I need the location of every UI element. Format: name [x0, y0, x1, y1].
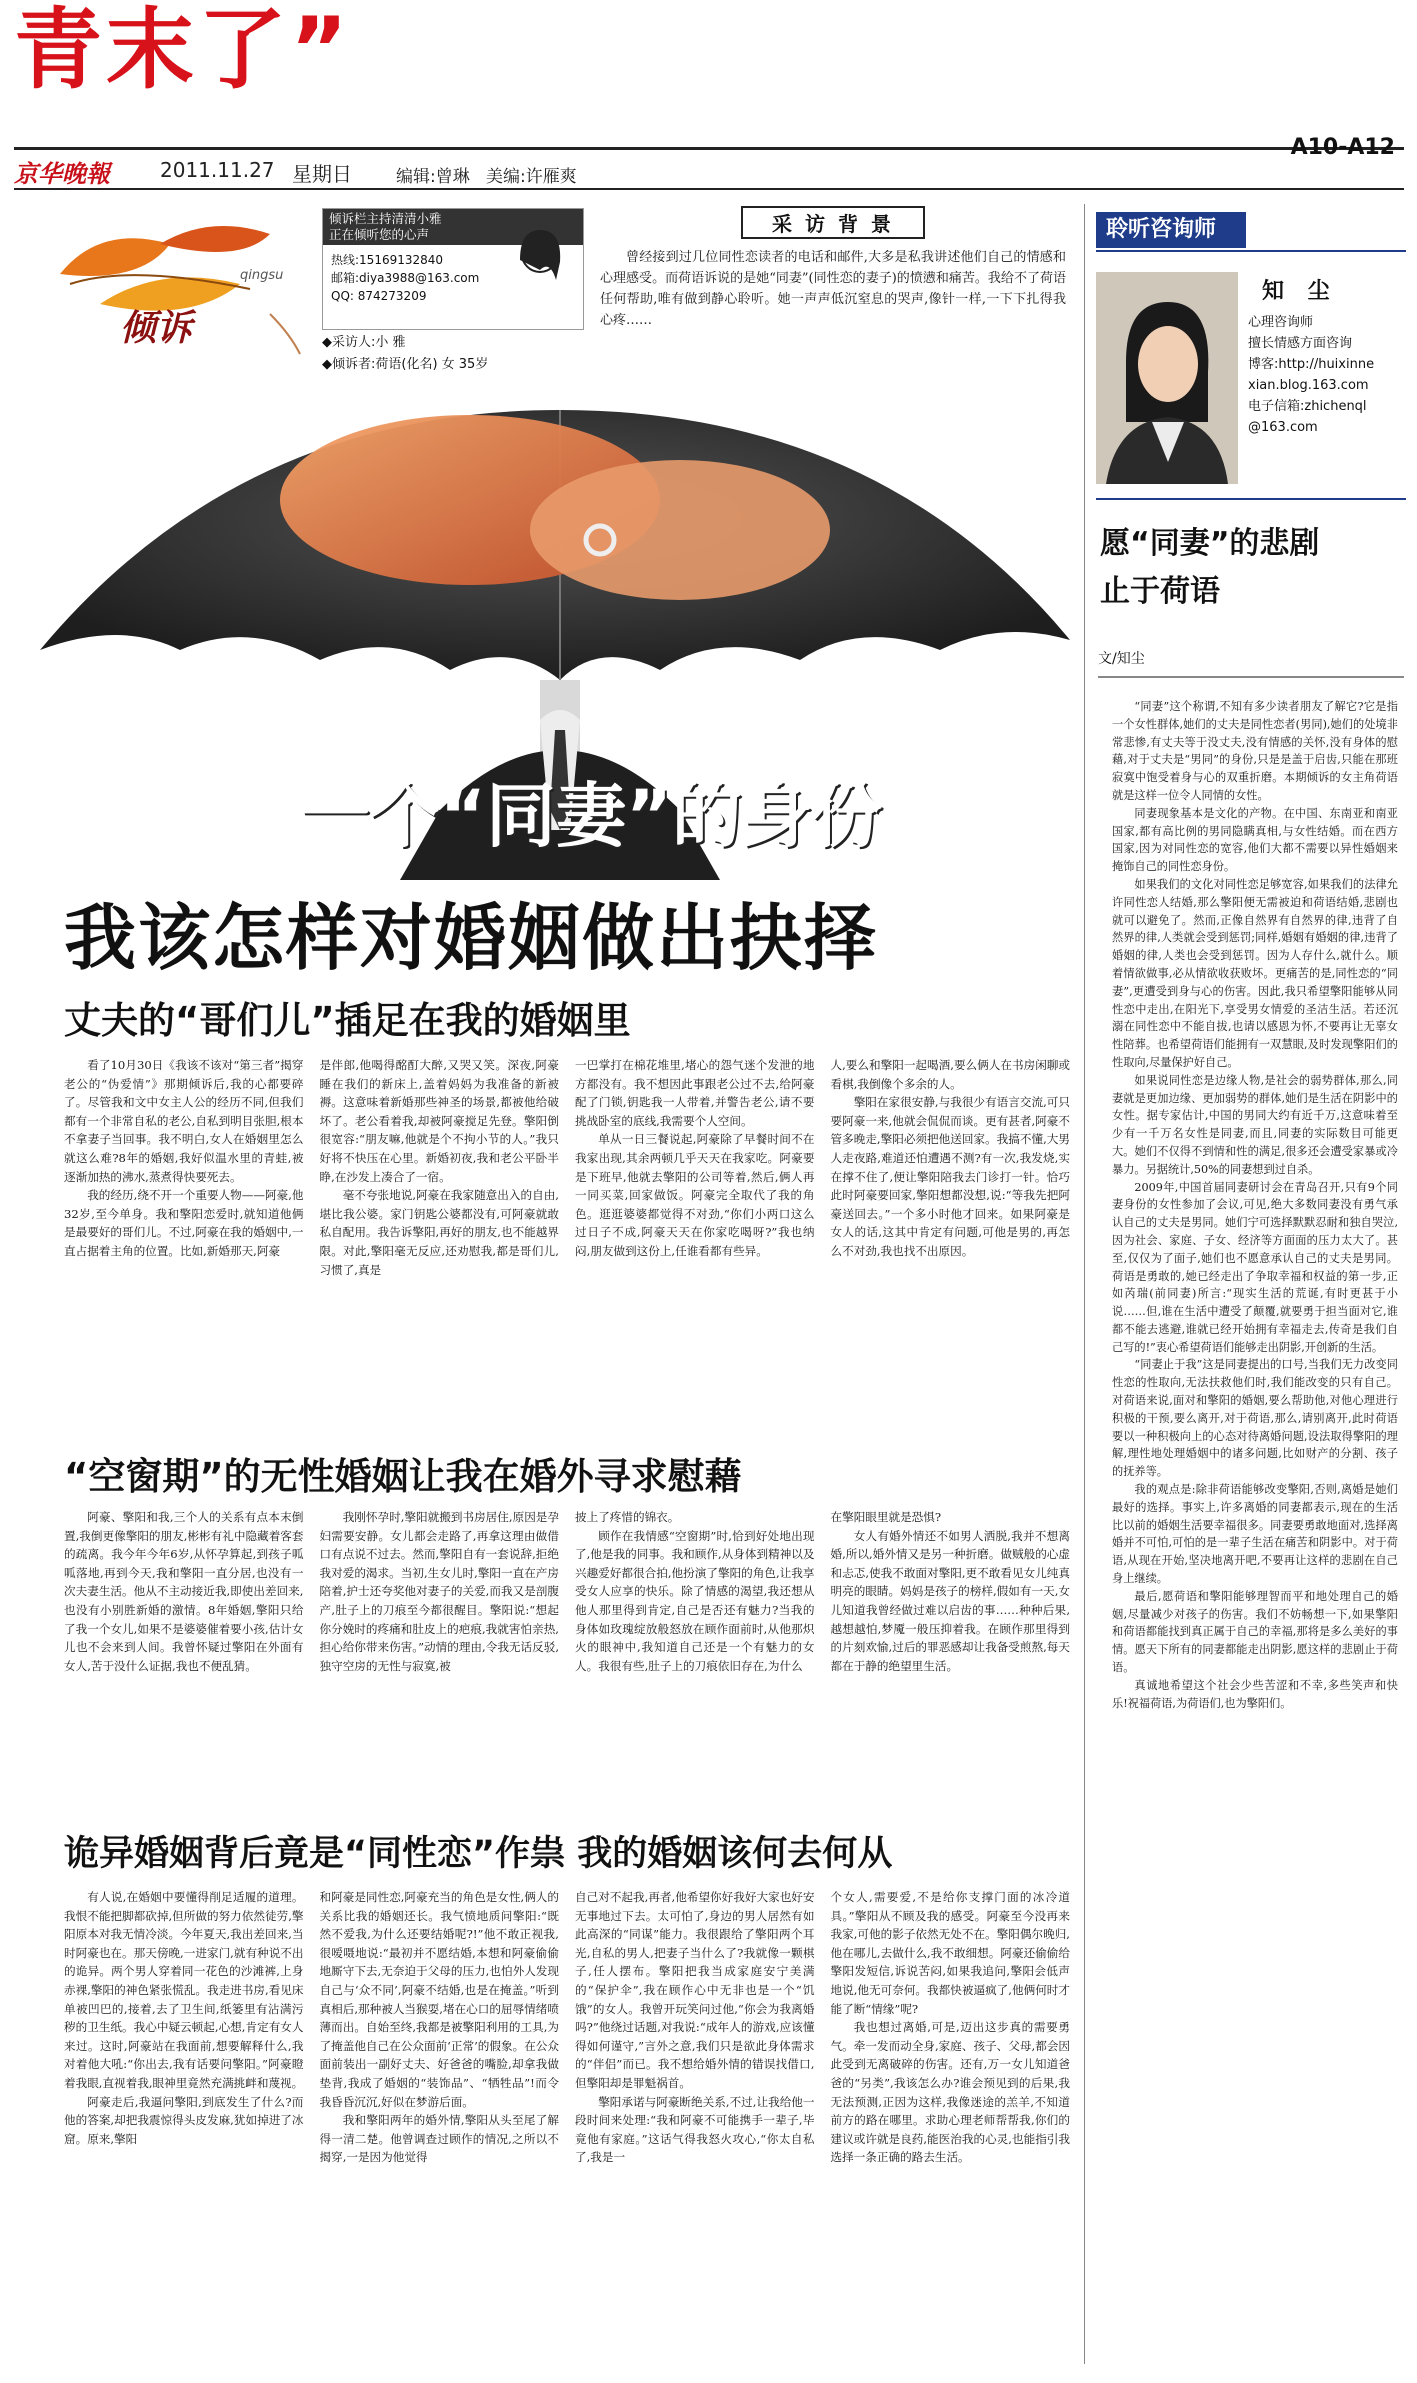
issue-date: 2011.11.27 [160, 158, 275, 182]
section3-col2: 和阿豪是同性恋,阿豪充当的角色是女性,俩人的关系比我的婚姻还长。我气愤地质问擎阳:“既然不爱我,为什么还要结婚呢?!”他不敢正视我,很嗳嗫地说:“最初并不愿结婚,本想和阿豪偷偷地厮守下去,无奈迫于父母的压力,也怕外人发现自己与‘众不同’,阿豪不结婚,也是在掩盖。”听到真相后,那种被人当猴耍,堵在心口的屈辱情绪喷薄而出。自始至终,我都是被擎阳利用的工具,为了掩盖他自己在公众面前‘正常’的假象。在公众面前装出一副好丈夫、好爸爸的嘴脸,却拿我做垫背,我成了婚姻的“装饰品”、“牺牲品”!而令我昏昏沉沉,好似在梦游后面。 我和擎阳两年的婚外情,擎阳从头至尾了解得一清二楚。他曾调查过顾作的情况,之所以不揭穿,一是因为他觉得 [319, 1890, 559, 2165]
background-text: 曾经接到过几位同性恋读者的电话和邮件,大多是私我讲述他们自己的情感和心理感受。而荷语诉说的是她“同妻”(同性恋的妻子)的愤懑和痛苦。我给不了荷语任何帮助,唯有做到静心聆听。她一声声低沉窒息的哭声,像针一样,一下下扎得我心疼…… [600, 250, 1066, 328]
consultant-blog: 博客:http://huixinne [1248, 357, 1375, 372]
section2-body [64, 1508, 1070, 1808]
section2-title: “空窗期”的无性婚姻让我在婚外寻求慰藉 [64, 1455, 742, 1498]
sidebar-rule-3 [1098, 676, 1404, 678]
consultant-blog-cont: xian.blog.163.com [1248, 378, 1369, 393]
interviewer: ◆采访人:小 雅 [322, 335, 406, 350]
consultant-role: 心理咨询师 [1248, 315, 1314, 330]
section1-title: 丈夫的“哥们儿”插足在我的婚姻里 [64, 999, 631, 1042]
headline-line2: 我该怎样对婚姻做出抉择 [64, 896, 879, 980]
qingsu-pinyin: qingsu [240, 268, 284, 283]
consultant-specialty: 擅长情感方面咨询 [1248, 336, 1353, 351]
consultant-email-cont: @163.com [1248, 420, 1318, 435]
consultant-photo [1096, 272, 1238, 484]
masthead-rule-bottom [14, 188, 1404, 190]
headline-line1: 一个“同妻”的身份 [300, 775, 883, 857]
speaker: ◆倾诉者:荷语(化名) 女 35岁 [322, 357, 489, 372]
hotline-email: 邮箱:diya3988@163.com [331, 271, 480, 285]
section1-col1: 看了10月30日《我该不该对“第三者”揭穿老公的“伪爱情”》那期倾诉后,我的心都要碎了。尽管我和文中女主人公的经历不同,但我们都有一个非常自私的老公,自私到明目张胆,根本不拿妻子当回事。我不明白,女人在婚姻里怎么就这么难?8年的婚姻,我好似温水里的青蛙,被逐渐加热的沸水,蒸煮得快要死去。 我的经历,绕不开一个重要人物——阿豪,他32岁,至今单身。我和擎阳恋爱时,就知道他俩是最要好的哥们儿。不过,阿豪在我的婚姻中,一直占据着主角的位置。比如,新婚那天,阿豪 [64, 1058, 304, 1258]
section1-col3: 一巴掌打在棉花堆里,堵心的怨气迷个发泄的地方都没有。我不想因此事跟老公过不去,给阿豪配了门锁,钥匙我一人带着,并警告老公,请不要挑战卧室的底线,我需要个人空间。 单从一日三餐说起,阿豪除了早餐时间不在我家出现,其余两顿几乎天天在我家吃。阿豪要是下班早,他就去擎阳的公司等着,然后,俩人再一同买菜,回家做饭。阿豪完全取代了我的角色。逛逛婆婆都觉得不对劲,“你们小两口这么过日子不成,阿豪天天在你家吃喝呀?”我也纳闷,朋友做到这份上,任谁看都有些异。 [575, 1058, 815, 1258]
hotline-qq: QQ: 874273209 [331, 289, 427, 303]
sidebar-rule-2 [1096, 498, 1406, 500]
consultant-article: “同妻”这个称谓,不知有多少读者朋友了解它?它是指一个女性群体,她们的丈夫是同性恋者(男同),她们的处境非常悲惨,有丈夫等于没丈夫,没有情感的关怀,没有身体的慰藉,对于丈夫是“男同”的身份,只是是盖于启齿,只能在那班寂寞中饱受着身与心的双重折磨。本期倾诉的女主角荷语就是这样一位令人同情的女性。 同妻现象基本是文化的产物。在中国、东南亚和南亚国家,都有高比例的男同隐瞒真相,与女性结婚。而在西方国家,因为对同性恋的宽容,他们大都不需要以异性婚姻来掩饰自己的同性恋身份。 如果我们的文化对同性恋足够宽容,如果我们的法律允许同性恋人结婚,那么擎阳便无需被迫和荷语结婚,悲剧也就可以避免了。然而,正像自然界有自然界的律,违背了自然界的律,人类就会受到惩罚;同样,婚姻有婚姻的律,违背了婚姻的律,人类也会受到惩罚。因为人存什么,就什么。顺着情欲做事,必从情欲收获败坏。更痛苦的是,同性恋的“同妻”,更遭受到身与心的伤害。因此,我只希望擎阳能够从同性恋中走出,在阳光下,享受男女情爱的圣洁生活。若还沉溺在同性恋中不能自拔,也请以感恩为怀,不要再让无辜女性陪葬。也希望荷语们能拥有一双慧眼,及时发现擎阳们的性取向,尽量保护好自己。 如果说同性恋是边缘人物,是社会的弱势群体,那么,同妻就是更加边缘、更加弱势的群体,她们是生活在阴影中的女性。据专家估计,中国的男同大约有近千万,这意味着至少有一千万名女性是同妻,而且,同妻的实际数目可能更大。她们不仅得不到情和性的满足,很多还会遭受家暴或冷暴力。另据统计,50%的同妻想到过自杀。 2009年,中国首届同妻研讨会在青岛召开,只有9个同妻身份的女性参加了会议,可见,绝大多数同妻没有勇气承认自己的丈夫是男同。她们宁可选择默默忍耐和独自哭泣,因为社会、家庭、子女、经济等方面面的压力太大了。甚至,仅仅为了面子,她们也不愿意承认自己的丈夫是男同。荷语是勇敢的,她已经走出了争取幸福和权益的第一步,正如芮瑞(前同妻)所言:“现实生活的荒诞,有时更甚于小说……但,谁在生活中遭受了颠覆,就要勇于担当面对它,谁都不能去逃避,谁就已经开始拥有幸福走去,传奇是我们自己写的!”衷心希望荷语们能够走出阴影,开创新的生活。 “同妻止于我”这是同妻提出的口号,当我们无力改变同性恋的性取向,无法扶救他们时,我们能改变的只有自己。对荷语来说,面对和擎阳的婚姻,要么帮助他,对他心理进行积极的干预,要么离开,对于荷语,那么,请别离开,此时荷语要以一种积极向上的心态对待离婚问题,设法取得擎阳的理解,理性地处理婚姻中的诸多问题,比如财产的分割、孩子的抚养等。 我的观点是:除非荷语能够改变擎阳,否则,离婚是她们最好的选择。事实上,许多离婚的同妻都表示,现在的生活比以前的婚姻生活要幸福很多。同妻要勇敢地面对,选择离婚并不可怕,可怕的是一辈子生活在痛苦和阴影中。对于荷语,从现在开始,坚决地离开吧,不要再让这样的悲剧在自己身上继续。 最后,愿荷语和擎阳能够理智而平和地处理自己的婚姻,尽量减少对孩子的伤害。我们不妨畅想一下,如果擎阳和荷语都能找到真正属于自己的幸福,那将是多么美好的事情。愿天下所有的同妻都能走出阴影,愿这样的悲剧止于荷语。 真诚地希望这个社会少些苦涩和不幸,多些笑声和快乐!祝福荷语,为荷语们,也为擎阳们。 [1112, 700, 1398, 1710]
section3-col3: 自己对不起我,再者,他希望你好我好大家也好安无事地过下去。太可怕了,身边的男人居然有如此高深的“同谋”能力。我很跟给了擎阳两个耳光,自私的男人,把妻子当什么了?我就像一颗棋子,任人摆布。擎阳把我当成家庭安宁美满的“保护伞”,我在顾作心中无非也是一个“饥饿”的女人。我曾开玩笑问过他,“你会为我离婚吗?”他绕过话题,对我说:“成年人的游戏,应该懂得如何谨守,”言外之意,我们只是欲此身体需求的“伴侣”而已。我不想给婚外情的错误找借口,但擎阳却是罪魁祸首。 擎阳承诺与阿豪断绝关系,不过,让我给他一段时间来处理:“我和阿豪不可能携手一辈子,毕竟他有家庭。”这话气得我怒火攻心,“你太自私了,我是一 [575, 1890, 815, 2165]
article-byline: 文/知尘 [1098, 651, 1145, 667]
qingsu-label: 倾诉 [120, 308, 193, 349]
issue-weekday: 星期日 [292, 162, 352, 186]
section2-col1: 阿豪、擎阳和我,三个人的关系有点本末倒置,我倒更像擎阳的朋友,彬彬有礼中隐藏着客套的疏离。我今年今年6岁,从怀孕算起,到孩子呱呱落地,再到今天,我和擎阳一直分居,也没有一次夫妻生活。他从不主动接近我,即使出差回来,也没有小别胜新婚的激情。8年婚姻,擎阳只给了我一个女儿,如果不是婆婆催着要小孩,估计女儿也不会来到人间。我曾怀疑过擎阳在外面有女人,苦于没什么证据,我也不便乱猜。 [64, 1510, 304, 1673]
section2-col4: 在擎阳眼里就是恐惧? 女人有婚外情还不如男人洒脱,我并不想离婚,所以,婚外情又是另一种折磨。做贼般的心虚和忐忑,使我不敢面对擎阳,更不敢看见女儿纯真明亮的眼睛。妈妈是孩子的榜样,假如有一天,女儿知道我曾经做过难以启齿的事……种种后果,越想越怕,梦魇一般压抑着我。在顾作那里得到的片刻欢愉,过后的罪恶感却让我备受煎熬,每天都在于静的绝望里生活。 [830, 1510, 1070, 1673]
section3-title: 诡异婚姻背后竟是“同性恋”作祟 我的婚姻该何去何从 [64, 1834, 893, 1874]
page-range: A10-A12 [1290, 135, 1395, 160]
article-title-line2: 止于荷语 [1100, 574, 1220, 609]
column-divider [1084, 204, 1085, 2364]
paper-name: 京华晚報 [14, 160, 110, 188]
background-label: 采 访 背 景 [741, 206, 925, 239]
editor-credit: 编辑:曾琳 [396, 167, 470, 187]
section3-body [64, 1888, 1070, 2362]
masthead-rule [14, 147, 1404, 150]
hotline-line2: 正在倾听您的心声 [329, 227, 430, 242]
woman-sketch-icon [510, 220, 570, 300]
consultant-column-title: 聆听咨询师 [1096, 212, 1246, 248]
section3-col4: 个女人,需要爱,不是给你支撑门面的冰冷道具。”擎阳从不顾及我的感受。阿豪至今没再来我家,可他的影子依然无处不在。擎阳偶尔晚归,他在哪儿,去做什么,我不敢细想。阿豪还偷偷给擎阳发短信,诉说苦闷,如果我追问,擎阳会低声地说,他无可奈何。我都快被逼疯了,他俩何时才能了断“情缘”呢? 我也想过离婚,可是,迈出这步真的需要勇气。牵一发而动全身,家庭、孩子、父母,都会因此受到无离破碎的伤害。还有,万一女儿知道爸爸的“另类”,我该怎么办?谁会预见到的后果,我无法预测,正因为这样,我像迷途的羔羊,不知道前方的路在哪里。求助心理老师帮帮我,你们的建议或许就是良药,能医治我的心灵,也能指引我选择一条正确的路去生活。 [830, 1890, 1070, 2165]
section1-col4: 人,要么和擎阳一起喝酒,要么俩人在书房闲聊或看棋,我倒像个多余的人。 擎阳在家很安静,与我很少有语言交流,可只要阿豪一来,他就会侃侃而谈。更有甚者,阿豪不管多晚走,擎阳必须把他送回家。我搞不懂,大男人走夜路,难道还怕遭遇不测?有一次,我发烧,实在撑不住了,便让擎阳陪我去门诊打一针。恰巧此时阿豪要回家,擎阳想都没想,说:“等我先把阿豪送回去。”一个多小时他才回来。如果阿豪是女人的话,这其中肯定有问题,可他是男的,再怎么不对劲,我也找不出原因。 [830, 1058, 1070, 1258]
section-title: 青末了” [14, 0, 352, 101]
article-title [1100, 520, 1319, 616]
article-title-line1: 愿“同妻”的悲剧 [1100, 526, 1320, 561]
section2-col3: 披上了疼惜的锦衣。 顾作在我情感“空窗期”时,恰到好处地出现了,他是我的同事。我和顾作,从身体到精神以及兴趣爱好都很合拍,他扮演了擎阳的角色,让我享受女人应享的快乐。除了情感的渴望,我还想从他人那里得到肯定,自己是否还有魅力?当我的身体如玫瑰绽放般怒放在顾作面前时,从他那炽火的眼神中,我知道自己还是一个有魅力的女人。我很有些,肚子上的刀痕依旧存在,为什么 [575, 1510, 815, 1673]
section1-col2: 是伴郎,他喝得酩酊大醉,又哭又笑。深夜,阿豪睡在我们的新床上,盖着妈妈为我准备的新被褥。这意味着新婚那些神圣的场景,都被他给破坏了。老公看着我,却被阿豪搅足先登。擎阳倒很宽容:“朋友嘛,他就是个不拘小节的人。”我只好将不快压在心里。新婚初夜,我和老公平卧半睁,在沙发上凑合了一宿。 毫不夸张地说,阿豪在我家随意出入的自由,堪比我公婆。家门钥匙公婆都没有,可阿豪就敢私自配用。我告诉擎阳,再好的朋友,也不能越界限。对此,擎阳毫无反应,还劝慰我,都是哥们儿,习惯了,真是 [319, 1058, 559, 1277]
hotline-line1: 倾诉栏主持清清小雅 [329, 211, 442, 226]
consultant-email: 电子信箱:zhichenql [1248, 399, 1367, 414]
sidebar-rule [1096, 250, 1406, 252]
section3-col1: 有人说,在婚姻中要懂得削足适履的道理。我恨不能把脚都砍掉,但所做的努力依然徒劳,擎阳原本对我无情冷淡。今年夏天,我出差回来,当时阿豪也在。那天傍晚,一进家门,就有种说不出的诡异。两个男人穿着同一花色的沙滩裤,上身赤裸,擎阳的神色紧张慌乱。我走进书房,看见床单被凹巴的,接着,去了卫生间,纸篓里有沾满污秽的卫生纸。我心中疑云顿起,心想,肯定有女人来过。这时,阿豪站在我面前,想要解释什么,我对着他大吼:“你出去,我有话要问擎阳。”阿豪瞪着我眼,直视着我,眼神里竟然充满挑衅和蔑视。 阿豪走后,我逼问擎阳,到底发生了什么?而他的答案,却把我震惊得头皮发麻,犹如掉进了冰窟。原来,擎阳 [64, 1890, 304, 2146]
section1-body [64, 1056, 1070, 1486]
background-box [600, 206, 1066, 366]
designer-credit: 美编:许雁爽 [486, 167, 577, 187]
hotline-phone: 热线:15169132840 [331, 253, 444, 267]
section2-col2: 我刚怀孕时,擎阳就搬到书房居住,原因是孕妇需要安静。女儿都会走路了,再拿这理由做借口有点说不过去。然而,擎阳自有一套说辞,拒绝我对爱的渴求。当初,生女儿时,擎阳一直在产房陪着,护士还夸奖他对妻子的关爱,而我又是剖腹产,肚子上的刀痕至今都很醒目。擎阳说:“想起你分娩时的疼痛和肚皮上的疤痕,我就害怕亲热,担心给你带来伤害。”动情的理由,令我无话反驳,独守空房的无性与寂寞,被 [319, 1510, 559, 1673]
consultant-name: 知 尘 [1262, 279, 1338, 304]
